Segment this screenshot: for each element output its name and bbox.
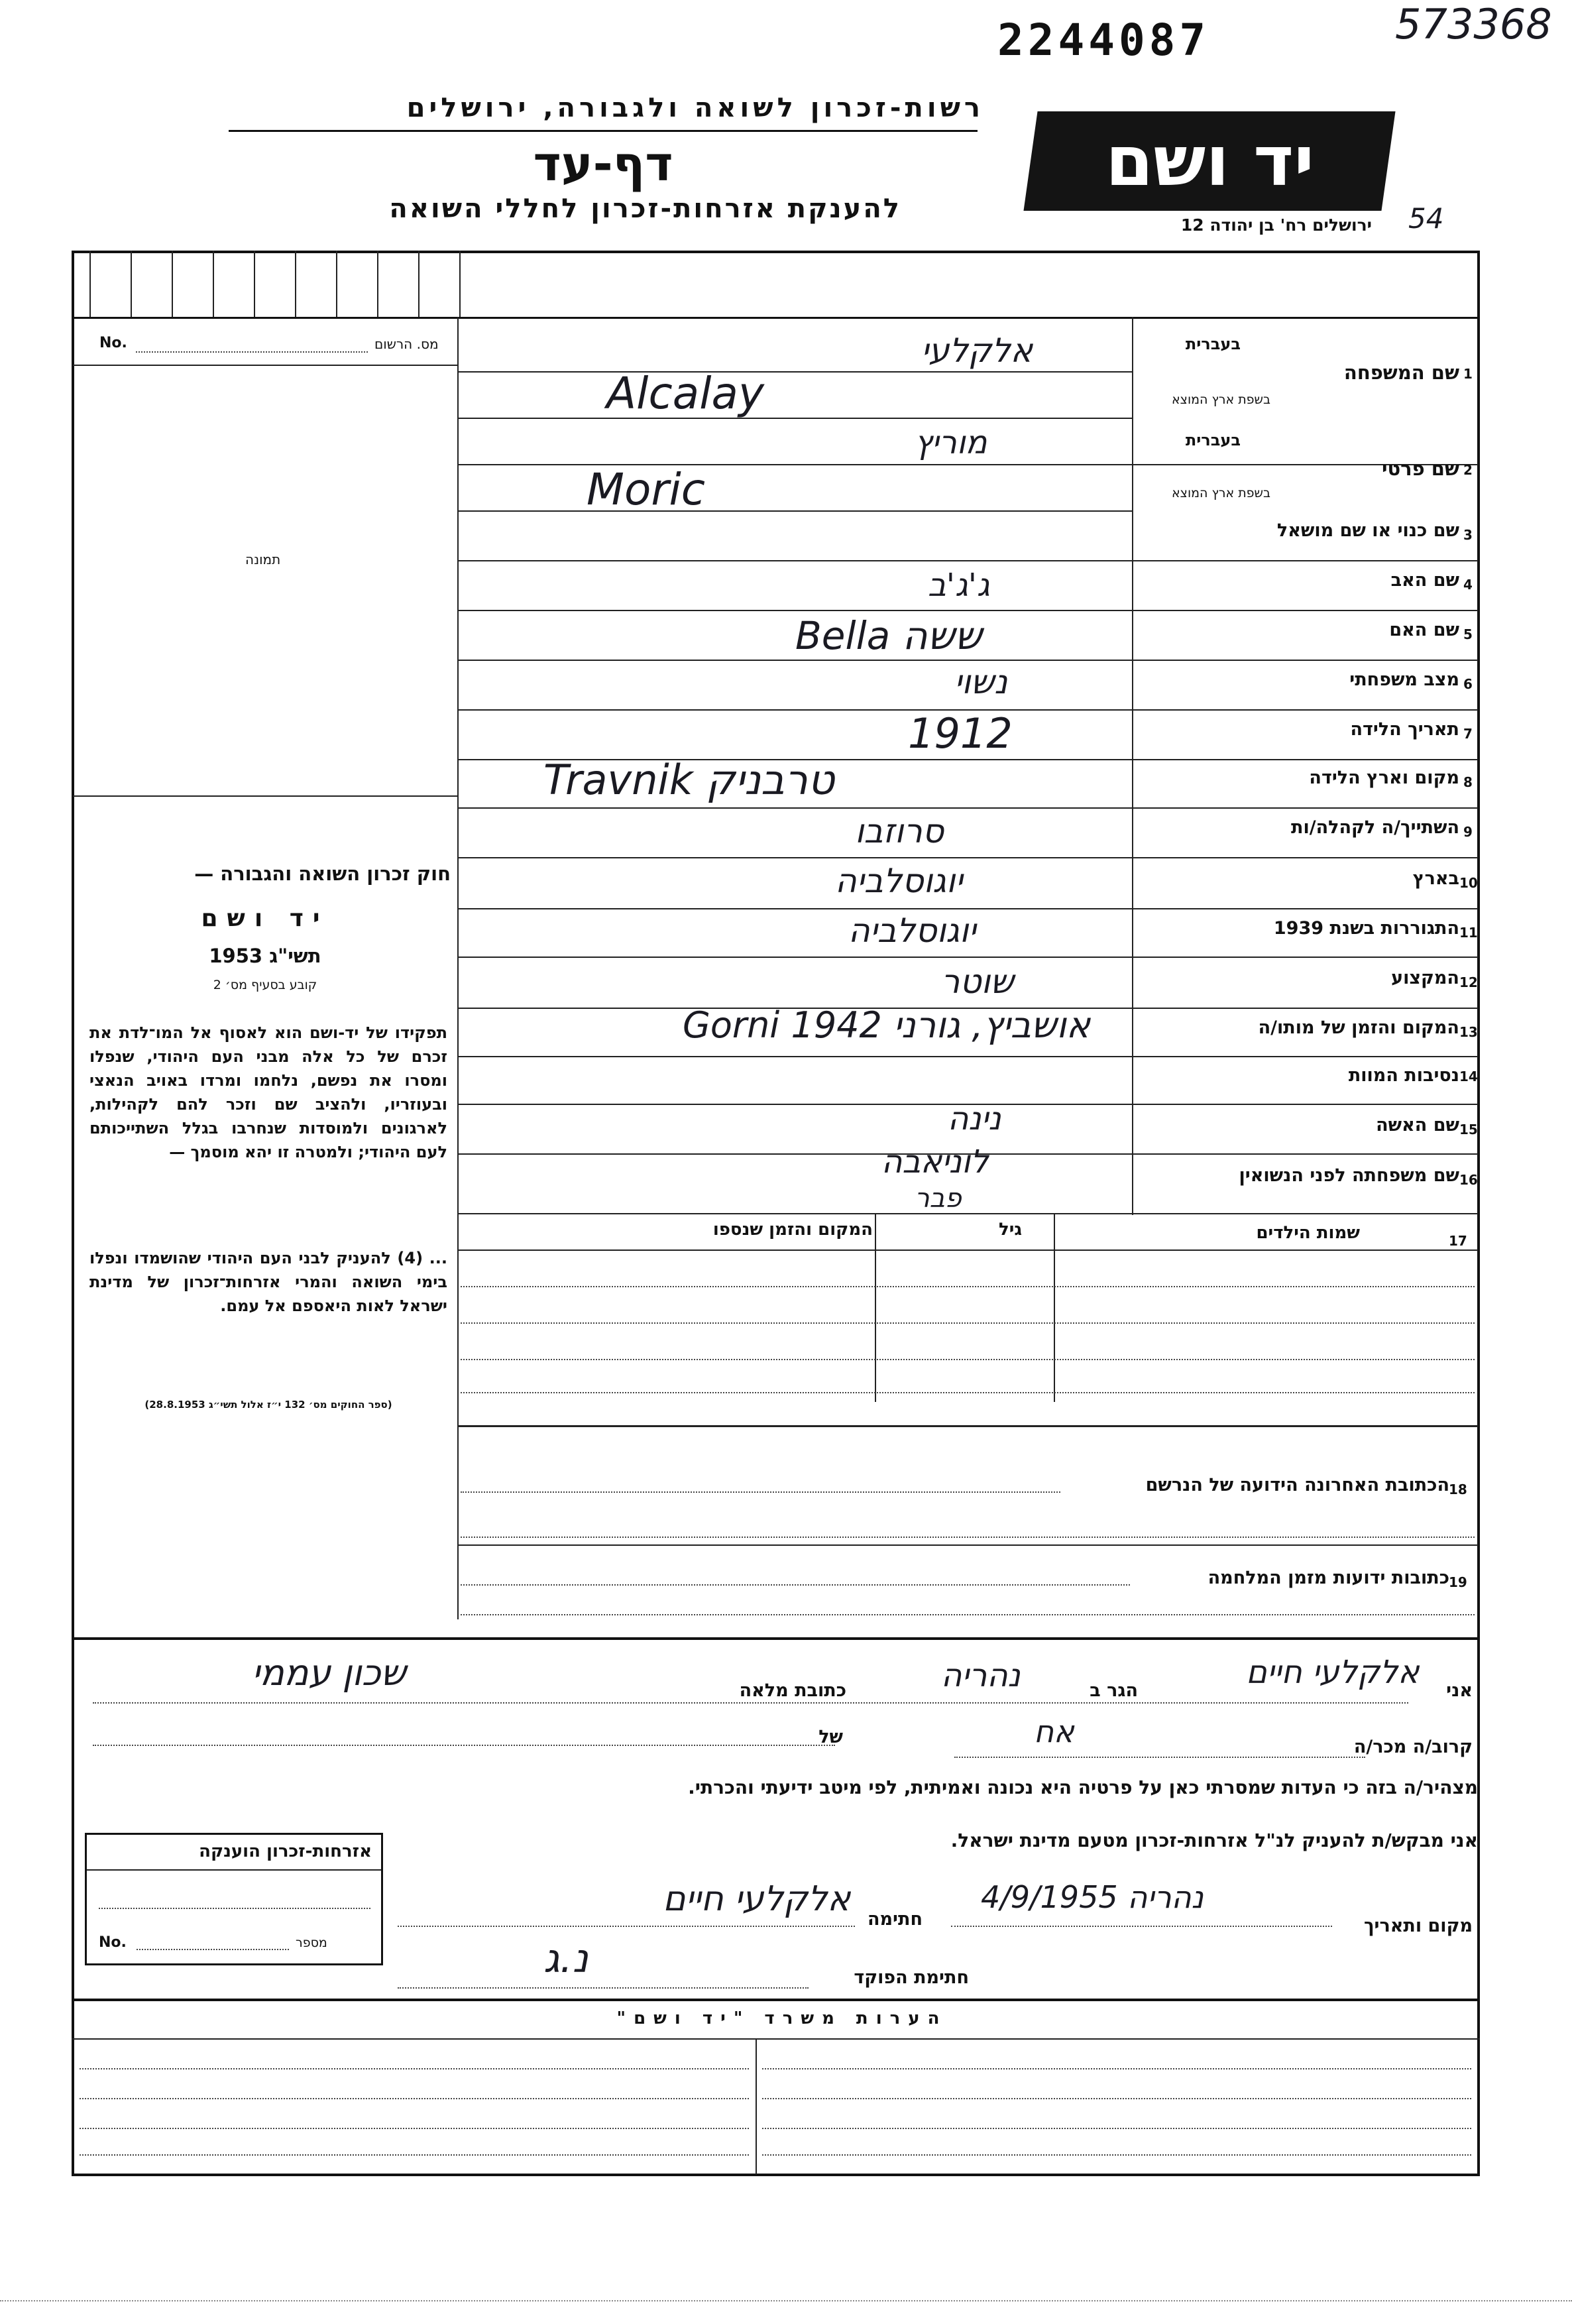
field-1-label: שם המשפחה bbox=[1343, 361, 1459, 384]
children-place-header: המקום והזמן שנספו bbox=[712, 1220, 873, 1240]
full-address-label: כתובת מלאה bbox=[739, 1680, 846, 1701]
place-date-label: מקום ותאריך bbox=[1363, 1916, 1473, 1936]
field-6-number: 6 bbox=[1463, 676, 1473, 692]
field-13-label: המקום והזמן של מותו/ה bbox=[1258, 1017, 1459, 1038]
children-age-header: גיל bbox=[998, 1220, 1022, 1240]
field-13-value: אושביץ, גורני 1942 Gorni bbox=[683, 1004, 1091, 1046]
serial-number: 2244087 bbox=[997, 15, 1210, 66]
place-date-value: נהריה 4/9/1955 bbox=[981, 1879, 1204, 1915]
relative-of-value: אח bbox=[1034, 1714, 1074, 1749]
page-number: 54 bbox=[1408, 202, 1444, 235]
field-8-label: מקום וארץ הלידה bbox=[1309, 768, 1459, 788]
law-clause: קובע בסעיף מס׳ 2 bbox=[213, 978, 317, 992]
field-15-label: שם האשה bbox=[1376, 1115, 1459, 1135]
yad-vashem-logo bbox=[1023, 111, 1395, 211]
field-5-number: 5 bbox=[1463, 626, 1473, 642]
field-7-value: 1912 bbox=[908, 709, 1013, 758]
reg-number-label: מס. הרשום bbox=[374, 336, 439, 352]
corner-archive-number: 573368 bbox=[1395, 0, 1552, 48]
field-8-value: טרבניק Travnik bbox=[543, 756, 835, 804]
declaration-request: אני מבקש/ת להעניק לנ"ל אזרחות-זכרון מטעם מדינת ישראל. bbox=[950, 1830, 1478, 1851]
field-16-extra-value: פבר bbox=[915, 1183, 962, 1214]
field-2-hebrew-label: בעברית bbox=[1185, 431, 1241, 449]
official-signature-value: נ.ג bbox=[543, 1936, 589, 1982]
field-2-native-label: בשפת ארץ המוצא bbox=[1171, 486, 1270, 500]
declarant-name-value: אלקלעי חיים bbox=[1246, 1654, 1420, 1691]
field-2-value-native: Moric bbox=[587, 464, 706, 515]
relative-label: קרוב/ה מכר/ה bbox=[1353, 1737, 1473, 1757]
law-paragraph-1: תפקידו של יד-ושם הוא לאסוף אל המו־לדת את זכרם של כל אלה מבני העם היהודי, שנפלו ומסרו את נפשם, נלחמו ומרדו באויב הנאצי ובעוזריו, ולהציב שם וזכר להם לקהילות, לארגונים ולמוסדות שנחרבו בגלל השתייכותם לעם היהודי; ולמטרה זו יהא מוסמך — bbox=[89, 1023, 447, 1161]
field-7-label: תאריך הלידה bbox=[1350, 719, 1459, 740]
field-2-number: 2 bbox=[1463, 462, 1473, 478]
registration-cells bbox=[89, 251, 461, 317]
field-5-label: שם האם bbox=[1389, 620, 1459, 640]
citizenship-no-label: No. bbox=[99, 1934, 127, 1951]
declaration-statement: מצהיר/ה בזה כי העדות שמסרתי כאן על פרטיה היא נכונה ואמיתית, לפי מיטב ידיעתי והכרתי. bbox=[688, 1776, 1478, 1798]
law-citation: (ספר החוקים מס׳ 132 י״ז אלול תשי״ג 28.8.1953) bbox=[144, 1399, 392, 1411]
field-3-label: שם כנוי או שם מושאל bbox=[1276, 520, 1459, 541]
photo-placeholder-label: תמונה bbox=[245, 552, 281, 567]
law-paragraph-2: ... (4) להעניק לבני העם היהודי שהושמדו ונפלו בימי השואה והמרי אזרחות־זכרון של מדינת ישראל לאות היאספם אל עמם. bbox=[89, 1249, 447, 1315]
field-17-number: 17 bbox=[1449, 1233, 1467, 1249]
field-1-value-hebrew: אלקלעי bbox=[921, 331, 1033, 370]
field-2-value-hebrew: מוריץ bbox=[915, 424, 987, 461]
reg-no-label: No. bbox=[99, 335, 127, 351]
field-1-number: 1 bbox=[1463, 366, 1473, 382]
official-signature-label: חתימת הפוקד bbox=[854, 1967, 969, 1988]
law-title: חוק זכרון השואה והגבורה — bbox=[194, 862, 451, 885]
field-13-number: 13 bbox=[1459, 1024, 1478, 1040]
field-19-number: 19 bbox=[1449, 1574, 1467, 1590]
field-14-number: 14 bbox=[1459, 1069, 1478, 1084]
field-18-number: 18 bbox=[1449, 1482, 1467, 1497]
field-12-number: 12 bbox=[1459, 974, 1478, 990]
organization-line: רשות-זכרון לשואה ולגבורה, ירושלים bbox=[406, 93, 984, 123]
field-10-number: 10 bbox=[1459, 875, 1478, 891]
field-4-label: שם האב bbox=[1390, 570, 1459, 591]
field-1-native-label: בשפת ארץ המוצא bbox=[1171, 392, 1270, 407]
declarant-i-label: אני bbox=[1446, 1680, 1473, 1701]
field-16-number: 16 bbox=[1459, 1172, 1478, 1188]
field-16-label: שם משפחתה לפני הנשואין bbox=[1239, 1165, 1459, 1186]
field-1-hebrew-label: בעברית bbox=[1185, 335, 1241, 353]
form-subtitle: להענקת אזרחות-זכרון לחללי השואה bbox=[389, 194, 901, 224]
citizenship-box-title: אזרחות-זכרון הוענקה bbox=[199, 1841, 372, 1861]
resides-in-value: נהריה bbox=[941, 1657, 1021, 1694]
signature-label: חתימה bbox=[867, 1909, 923, 1930]
full-address-value: שכון עממי bbox=[252, 1652, 406, 1694]
field-1-value-native: Alcalay bbox=[606, 368, 765, 419]
field-15-number: 15 bbox=[1459, 1122, 1478, 1137]
field-12-value: שוטר bbox=[941, 962, 1014, 1001]
office-notes-title: הערות משרד "יד ושם" bbox=[616, 2008, 948, 2028]
field-9-value: סרוזבו bbox=[855, 812, 944, 850]
field-8-number: 8 bbox=[1463, 774, 1473, 790]
field-10-value: יוגוסלביה bbox=[835, 862, 963, 900]
field-4-value: ג'ג'ב bbox=[928, 567, 990, 604]
header-address: ירושלים רח' בן יהודה 12 bbox=[1180, 215, 1372, 235]
field-3-number: 3 bbox=[1463, 527, 1473, 543]
law-name: יד ושם bbox=[201, 905, 329, 932]
field-9-label: השתייך/ה לקהלה/ות bbox=[1291, 817, 1459, 838]
law-year: תשי"ג 1953 bbox=[209, 945, 321, 967]
field-6-label: מצב משפחתי bbox=[1349, 669, 1459, 690]
field-16-value: לוניאבה bbox=[881, 1143, 989, 1181]
field-18-label: הכתובת האחרונה הידועה של הנרשם bbox=[1145, 1475, 1449, 1495]
children-names-header: שמות הילדים bbox=[1256, 1223, 1360, 1243]
field-4-number: 4 bbox=[1463, 577, 1473, 593]
field-12-label: המקצוע bbox=[1391, 968, 1459, 988]
field-10-label: בארץ bbox=[1412, 868, 1459, 889]
field-19-label: כתובות ידועות מזמן המלחמה bbox=[1207, 1568, 1449, 1588]
signature-value: אלקלעי חיים bbox=[663, 1879, 851, 1919]
resides-in-label: הגר ב bbox=[1090, 1680, 1138, 1701]
of-label: של bbox=[818, 1727, 843, 1747]
field-7-number: 7 bbox=[1463, 726, 1473, 742]
logo-text: יד ושם bbox=[1105, 121, 1314, 202]
field-5-value: ששה Bella bbox=[795, 613, 982, 658]
citizenship-number-label: מספר bbox=[296, 1936, 327, 1950]
field-9-number: 9 bbox=[1463, 824, 1473, 840]
form-title: דף-עד bbox=[533, 136, 673, 192]
field-11-number: 11 bbox=[1459, 925, 1478, 941]
scan-edge-line bbox=[0, 2300, 1572, 2301]
field-15-value: נינה bbox=[948, 1100, 1001, 1137]
field-14-label: נסיבות המוות bbox=[1348, 1065, 1459, 1086]
field-6-value: נשוי bbox=[954, 663, 1008, 701]
citizenship-granted-box bbox=[85, 1833, 383, 1965]
field-11-label: התגוררות בשנת 1939 bbox=[1273, 918, 1459, 939]
field-2-label: שם פרטי bbox=[1381, 457, 1459, 480]
field-11-value: יוגוסלביה bbox=[848, 911, 976, 950]
